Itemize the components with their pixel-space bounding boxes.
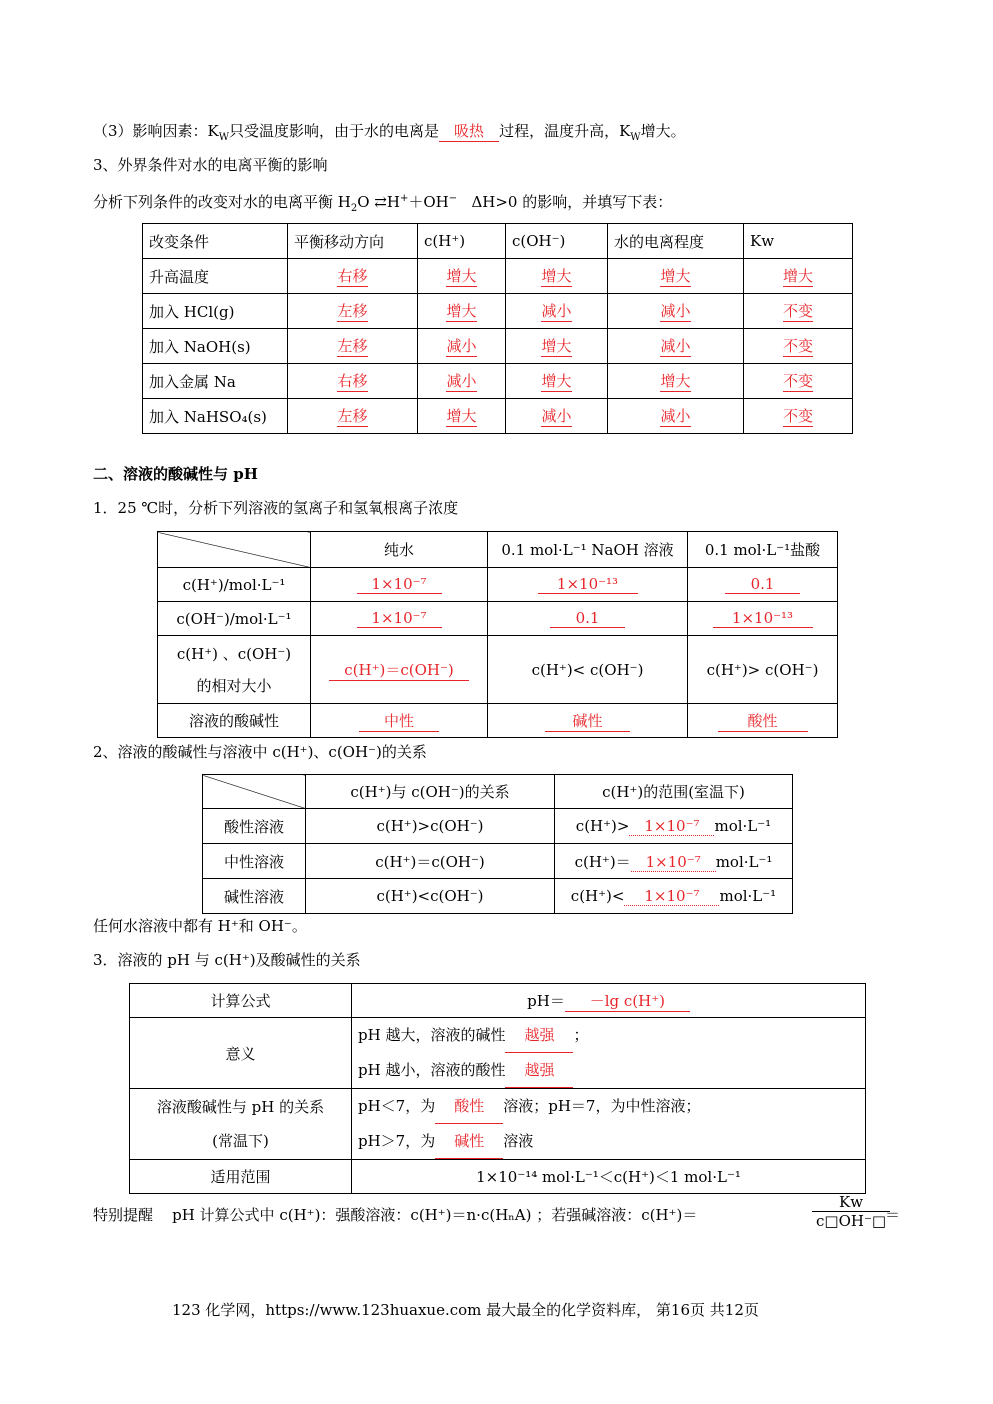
- table-row: [203, 844, 793, 879]
- table-header-row: [203, 775, 793, 809]
- table-row: [158, 636, 838, 704]
- answer-cell: c(H⁺)＝c(OH⁻): [329, 659, 469, 681]
- row-label: c(H⁺) 、c(OH⁻) 的相对大小: [158, 636, 311, 704]
- diagonal-header-cell: [158, 532, 311, 568]
- relation-cell: pH＜7，为 酸性 溶液；pH＝7，为中性溶液； pH＞7，为 碱性 溶液: [352, 1089, 866, 1160]
- special-note-tail: ＝: [885, 1206, 901, 1224]
- table-row: [143, 329, 853, 364]
- table-row: [143, 399, 853, 434]
- answer-cell: 不变: [782, 337, 813, 355]
- relation-cell: c(H⁺)< c(OH⁻): [488, 636, 688, 704]
- relation-cell: c(H⁺)＝c(OH⁻): [306, 844, 555, 879]
- table-row: [130, 1160, 866, 1194]
- answer-cell: 增大: [660, 267, 691, 285]
- relation-cell: c(H⁺)>c(OH⁻): [306, 809, 555, 844]
- intro-line-3: 分析下列条件的改变对水的电离平衡 $H_2O$ ⇄H+＋OH− ΔH>0 的影响，并填写下表：: [93, 193, 673, 214]
- table-header-row: [143, 224, 853, 259]
- intro-line-1: （3）影响因素：$K_W$只受温度影响，由于水的电离是 吸热 过程，温度升高，$K_W$增大。: [93, 122, 686, 143]
- answer-cell: 减小: [660, 407, 691, 425]
- answer-cell: 减小: [541, 407, 572, 425]
- row-label: c(OH⁻)/mol·L⁻¹: [158, 602, 311, 636]
- answer-cell: 增大: [446, 267, 477, 285]
- answer-cell: 减小: [660, 302, 691, 320]
- kw-fraction: $\frac{Kw}{c□OH^-□}$: [812, 1193, 890, 1230]
- item-1: 1．25 ℃时，分析下列溶液的氢离子和氢氧根离子浓度: [93, 499, 459, 517]
- page-footer: 123 化学网，https://www.123huaxue.com 最大最全的化学资料库， 第16页 共12页: [172, 1301, 759, 1319]
- row-label: 加入金属 Na: [143, 364, 288, 399]
- row-label: 加入 HCl(g): [143, 294, 288, 329]
- table-water-ionization: [142, 223, 853, 434]
- answer-cell: 1×10⁻⁷: [357, 575, 442, 594]
- diagonal-header-cell: [203, 775, 306, 809]
- row-label: 适用范围: [130, 1160, 352, 1194]
- answer-cell: 增大: [660, 372, 691, 390]
- answer-cell: 不变: [782, 407, 813, 425]
- formula-cell: pH＝ －lg c(H⁺): [352, 984, 866, 1018]
- answer-cell: 碱性: [545, 710, 630, 732]
- row-label: 中性溶液: [203, 844, 306, 879]
- answer-cell: 右移: [337, 372, 368, 390]
- meaning-cell: pH 越大，溶液的碱性 越强 ； pH 越小，溶液的酸性 越强: [352, 1018, 866, 1089]
- answer-cell: 减小: [446, 372, 477, 390]
- relation-cell: c(H⁺)<c(OH⁻): [306, 879, 555, 914]
- table-row: [130, 1018, 866, 1089]
- table-row: [143, 294, 853, 329]
- blank-endothermic: 吸热: [439, 121, 499, 142]
- range-cell: c(H⁺)> 1×10⁻⁷ mol·L⁻¹: [555, 809, 793, 844]
- intro-line-2: 3、外界条件对水的电离平衡的影响: [93, 156, 328, 174]
- row-label: 溶液的酸碱性: [158, 704, 311, 738]
- table-header: 平衡移动方向: [288, 224, 418, 259]
- table-header: 水的电离程度: [608, 224, 744, 259]
- table-header: c(H⁺)的范围(室温下): [555, 775, 793, 809]
- table-header: c(H⁺)与 c(OH⁻)的关系: [306, 775, 555, 809]
- answer-cell: 增大: [446, 302, 477, 320]
- table-header: 改变条件: [143, 224, 288, 259]
- answer-cell: 增大: [446, 407, 477, 425]
- special-note: 特别提醒 pH 计算公式中 c(H⁺)：强酸溶液：c(H⁺)＝n·c(HₙA) ；若强碱溶液：c(H⁺)＝: [93, 1206, 698, 1224]
- table-header: 0.1 mol·L⁻¹ NaOH 溶液: [488, 532, 688, 568]
- range-cell: 1×10⁻¹⁴ mol·L⁻¹＜c(H⁺)＜1 mol·L⁻¹: [352, 1160, 866, 1194]
- table-row: [203, 809, 793, 844]
- row-label: 加入 NaOH(s): [143, 329, 288, 364]
- answer-cell: 0.1: [725, 575, 800, 594]
- answer-cell: 左移: [337, 407, 368, 425]
- table-header: 0.1 mol·L⁻¹盐酸: [688, 532, 838, 568]
- range-cell: c(H⁺)< 1×10⁻⁷ mol·L⁻¹: [555, 879, 793, 914]
- answer-cell: 减小: [446, 337, 477, 355]
- answer-cell: 0.1: [550, 609, 625, 628]
- answer-cell: 减小: [541, 302, 572, 320]
- answer-cell: 减小: [660, 337, 691, 355]
- table-concentrations: [157, 531, 838, 738]
- table-header: c(OH⁻): [506, 224, 608, 259]
- table-row: [158, 602, 838, 636]
- answer-cell: 1×10⁻¹³: [713, 609, 813, 628]
- answer-cell: 增大: [541, 337, 572, 355]
- row-label: 溶液酸碱性与 pH 的关系 (常温下): [130, 1089, 352, 1160]
- table-ph-relation: [129, 983, 866, 1194]
- table-header-row: [158, 532, 838, 568]
- table-header: Kw: [744, 224, 853, 259]
- answer-cell: 中性: [359, 710, 439, 732]
- note-any-solution: 任何水溶液中都有 H⁺和 OH⁻。: [93, 917, 307, 935]
- answer-cell: 增大: [541, 372, 572, 390]
- row-label: 碱性溶液: [203, 879, 306, 914]
- table-row: [130, 1089, 866, 1160]
- row-label: 升高温度: [143, 259, 288, 294]
- table-row: [158, 704, 838, 738]
- answer-cell: 左移: [337, 302, 368, 320]
- table-row: [143, 364, 853, 399]
- row-label: 意义: [130, 1018, 352, 1089]
- answer-cell: 1×10⁻⁷: [357, 609, 442, 628]
- table-row: [203, 879, 793, 914]
- item-2: 2、溶液的酸碱性与溶液中 c(H⁺)、c(OH⁻)的关系: [93, 743, 427, 761]
- row-label: 计算公式: [130, 984, 352, 1018]
- table-acidity-relation: [202, 774, 793, 914]
- section-title: 二、溶液的酸碱性与 pH: [93, 465, 258, 483]
- answer-cell: 增大: [782, 267, 813, 285]
- table-row: [130, 984, 866, 1018]
- row-label: c(H⁺)/mol·L⁻¹: [158, 568, 311, 602]
- relation-cell: c(H⁺)> c(OH⁻): [688, 636, 838, 704]
- table-row: [143, 259, 853, 294]
- table-header: 纯水: [311, 532, 488, 568]
- answer-cell: 1×10⁻¹³: [538, 575, 638, 594]
- item-3: 3．溶液的 pH 与 c(H⁺)及酸碱性的关系: [93, 951, 361, 969]
- table-row: [158, 568, 838, 602]
- answer-cell: 不变: [782, 372, 813, 390]
- answer-cell: 左移: [337, 337, 368, 355]
- range-cell: c(H⁺)＝ 1×10⁻⁷ mol·L⁻¹: [555, 844, 793, 879]
- answer-cell: 增大: [541, 267, 572, 285]
- row-label: 酸性溶液: [203, 809, 306, 844]
- answer-cell: 不变: [782, 302, 813, 320]
- row-label: 加入 NaHSO₄(s): [143, 399, 288, 434]
- answer-cell: 酸性: [718, 710, 808, 732]
- table-header: c(H⁺): [418, 224, 506, 259]
- answer-cell: 右移: [337, 267, 368, 285]
